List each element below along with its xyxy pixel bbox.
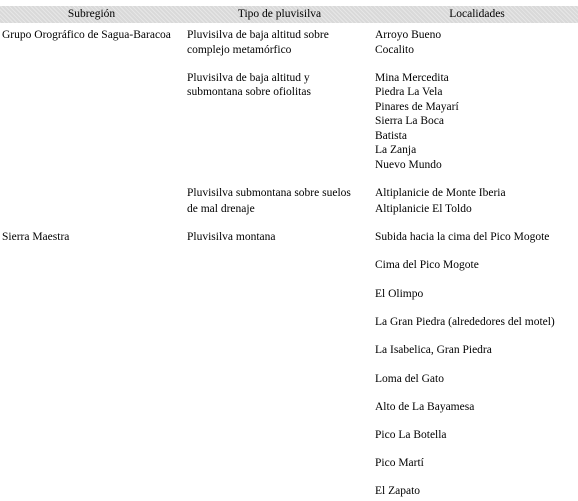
subregion-cell: Grupo Orográfico de Sagua-Baracoa	[2, 29, 171, 41]
tipo-cell: Pluvisilva de baja altitud y	[187, 72, 310, 84]
locality-cell: Loma del Gato	[375, 373, 444, 385]
locality-cell: Nuevo Mundo	[375, 159, 442, 171]
tipo-cell: de mal drenaje	[187, 203, 255, 215]
column-header-tipo: Tipo de pluvisilva	[237, 8, 322, 20]
locality-cell: Sierra La Boca	[375, 115, 444, 127]
column-header-subregion: Subregión	[67, 8, 116, 20]
tipo-cell: Pluvisilva submontana sobre suelos	[187, 187, 351, 199]
locality-cell: El Olimpo	[375, 288, 424, 300]
locality-cell: La Gran Piedra (alrededores del motel)	[375, 316, 555, 328]
locality-cell: Pinares de Mayarí	[375, 101, 459, 113]
locality-cell: Subida hacia la cima del Pico Mogote	[375, 231, 550, 243]
tipo-cell: submontana sobre ofiolitas	[187, 86, 311, 98]
locality-cell: Mina Mercedita	[375, 72, 449, 84]
locality-cell: Piedra La Vela	[375, 86, 443, 98]
locality-cell: Alto de La Bayamesa	[375, 401, 475, 413]
column-header-localidades: Localidades	[449, 8, 505, 20]
locality-cell: Arroyo Bueno	[375, 29, 442, 41]
table-header	[0, 6, 578, 23]
locality-cell: La Isabelica, Gran Piedra	[375, 344, 492, 356]
locality-cell: Cima del Pico Mogote	[375, 259, 479, 271]
tipo-cell: complejo metamórfico	[187, 44, 292, 56]
locality-cell: Pico La Botella	[375, 429, 447, 441]
locality-cell: La Zanja	[375, 144, 417, 156]
tipo-cell: Pluvisilva montana	[187, 231, 276, 243]
locality-cell: Cocalito	[375, 44, 414, 56]
tipo-cell: Pluvisilva de baja altitud sobre	[187, 29, 329, 41]
locality-cell: Pico Martí	[375, 457, 424, 469]
locality-cell: Altiplanicie de Monte Iberia	[375, 187, 506, 199]
locality-cell: El Zapato	[375, 485, 421, 497]
locality-cell: Altiplanicie El Toldo	[375, 203, 472, 215]
locality-cell: Batista	[375, 130, 407, 142]
subregion-cell: Sierra Maestra	[2, 231, 70, 243]
